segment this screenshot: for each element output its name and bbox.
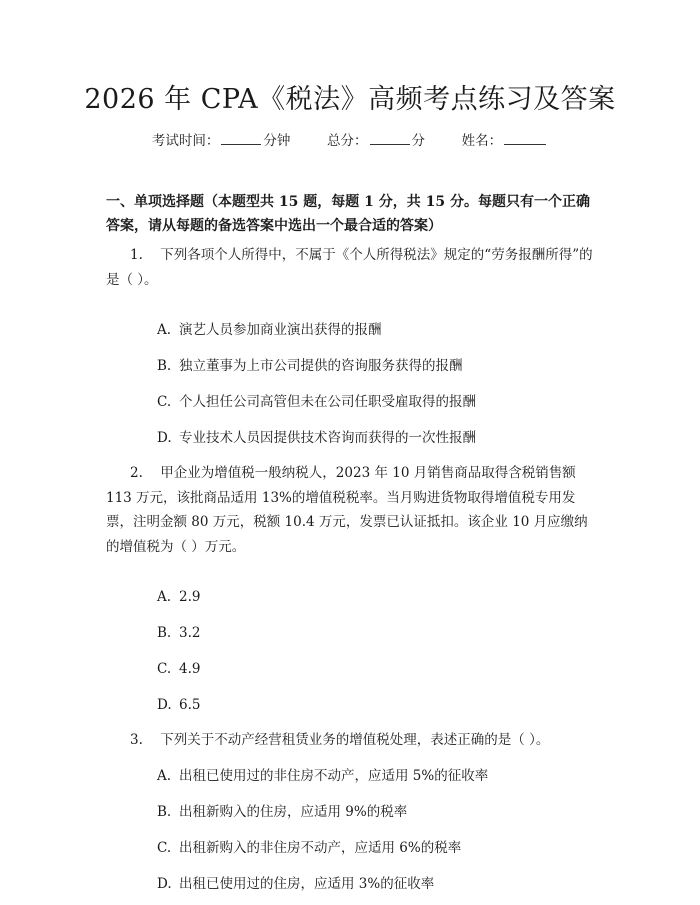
option-1b: [157, 355, 463, 377]
option-text: 出租新购入的住房，应适用 9%的税率: [179, 804, 408, 820]
option-text: 出租已使用过的非住房不动产，应适用 5%的征收率: [179, 768, 489, 784]
option-letter: B.: [157, 804, 172, 820]
total-score-label: 总分：: [327, 133, 368, 149]
exam-info-line: [0, 130, 700, 152]
option-text: 3.2: [179, 625, 201, 641]
option-letter: C.: [157, 840, 172, 856]
option-1d: [157, 427, 476, 449]
option-text: 个人担任公司高管但未在公司任职受雇取得的报酬: [179, 394, 476, 410]
question-number: 3.: [130, 732, 143, 748]
question-number: 2.: [130, 465, 143, 481]
question-text: 甲企业为增值税一般纳税人，2023 年 10 月销售商品取得含税销售额 113 万元，该批商品适用 13%的增值税税率。当月购进货物取得增值税专用发票，注明金额 80 万元，税额 10.4 万元，发票已认证抵扣。该企业 10 月应缴纳的增值税为（ ）万元。: [106, 465, 588, 555]
option-letter: A.: [157, 322, 172, 338]
question-2: [106, 461, 594, 559]
option-2c: [157, 658, 200, 680]
option-text: 2.9: [179, 589, 201, 605]
document-title: 2026 年 CPA《税法》高频考点练习及答案: [84, 84, 616, 115]
option-letter: D.: [157, 697, 172, 713]
total-score-blank: [370, 130, 410, 145]
option-letter: A.: [157, 768, 172, 784]
option-2b: [157, 622, 200, 644]
option-3d: [157, 873, 434, 895]
total-score-unit: 分: [411, 133, 425, 149]
option-letter: C.: [157, 394, 172, 410]
question-text: 下列关于不动产经营租赁业务的增值税处理，表述正确的是（ ）。: [160, 732, 550, 748]
option-letter: C.: [157, 661, 172, 677]
option-1c: [157, 391, 476, 413]
option-3b: [157, 801, 407, 823]
option-text: 出租已使用过的住房，应适用 3%的征收率: [179, 876, 435, 892]
option-3c: [157, 837, 461, 859]
option-text: 演艺人员参加商业演出获得的报酬: [179, 322, 382, 338]
question-1: [106, 243, 594, 292]
question-number: 1.: [130, 247, 143, 263]
option-letter: B.: [157, 625, 172, 641]
option-1a: [157, 319, 382, 341]
exam-time-blank: [221, 130, 261, 145]
option-text: 出租新购入的非住房不动产，应适用 6%的税率: [179, 840, 462, 856]
option-2a: [157, 586, 200, 608]
option-text: 6.5: [179, 697, 201, 713]
option-letter: A.: [157, 589, 172, 605]
exam-time-unit: 分钟: [263, 133, 291, 149]
name-label: 姓名：: [461, 133, 503, 149]
option-letter: D.: [157, 876, 172, 892]
option-letter: B.: [157, 358, 172, 374]
option-2d: [157, 694, 200, 716]
option-letter: D.: [157, 430, 172, 446]
option-3a: [157, 765, 488, 787]
question-text: 下列各项个人所得中，不属于《个人所得税法》规定的“劳务报酬所得”的是（ ）。: [106, 247, 593, 288]
name-blank: [504, 130, 546, 145]
section-heading: 一、单项选择题（本题型共 15 题，每题 1 分，共 15 分。每题只有一个正确答案，请从每题的备选答案中选出一个最合适的答案）: [106, 194, 590, 234]
question-3: [106, 728, 594, 753]
option-text: 独立董事为上市公司提供的咨询服务获得的报酬: [179, 358, 463, 374]
option-text: 专业技术人员因提供技术咨询而获得的一次性报酬: [179, 430, 476, 446]
option-text: 4.9: [179, 661, 201, 677]
exam-time-label: 考试时间：: [151, 133, 220, 149]
